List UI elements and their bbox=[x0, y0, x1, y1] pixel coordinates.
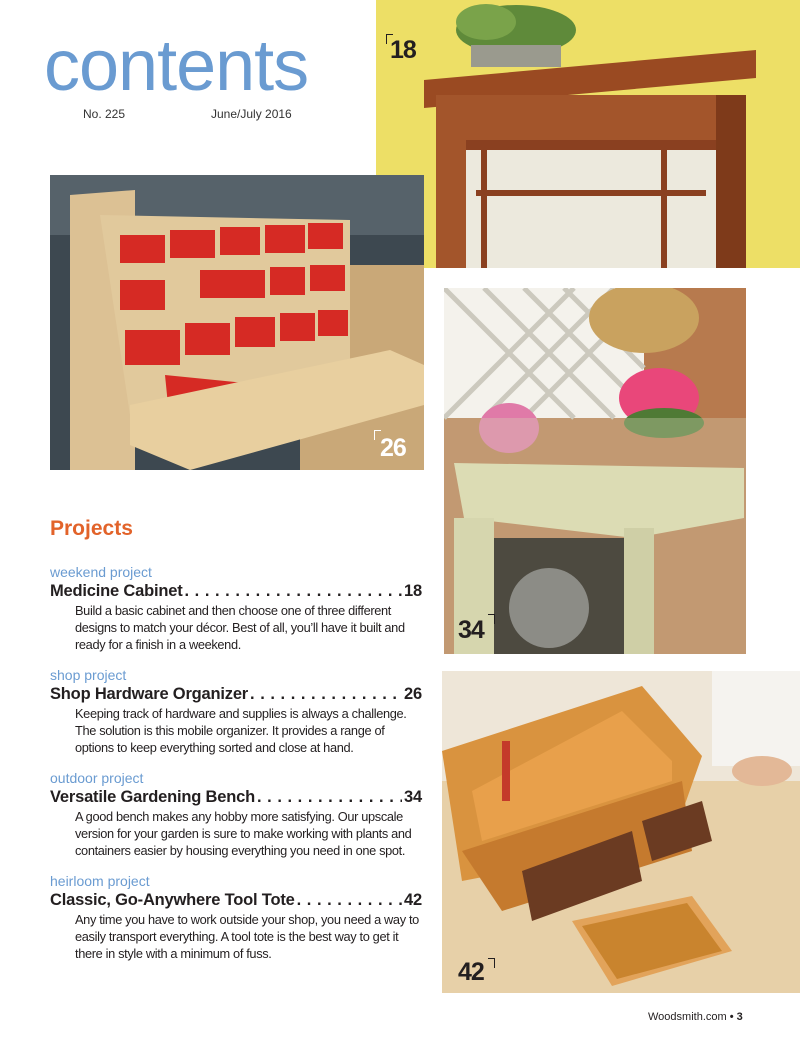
project-title-link[interactable] bbox=[50, 787, 422, 808]
project-title: Shop Hardware Organizer bbox=[50, 685, 249, 703]
gardening-bench-photo bbox=[444, 288, 746, 654]
corner-bracket-icon bbox=[488, 614, 495, 624]
project-description: Any time you have to work outside your shop, you need a way to easily transport everything. A tool tote is the best way to get it there in style with a minimum of fuss. bbox=[75, 912, 419, 961]
project-entry-hardware-organizer[interactable] bbox=[50, 666, 422, 756]
page-label-18: 18 bbox=[390, 36, 416, 64]
project-list bbox=[50, 563, 422, 975]
project-entry-gardening-bench[interactable] bbox=[50, 769, 422, 859]
project-title-link[interactable] bbox=[50, 684, 422, 705]
medicine-cabinet-photo bbox=[376, 0, 800, 268]
dot-leader bbox=[257, 787, 402, 808]
project-description: Keeping track of hardware and supplies is always a challenge. The solution is this mobile organizer. It provides a range of options to keep everything sorted and close at hand. bbox=[75, 706, 407, 755]
dot-leader bbox=[185, 581, 403, 602]
dot-leader bbox=[250, 684, 402, 705]
project-page: 18 bbox=[404, 582, 422, 600]
section-heading-projects: Projects bbox=[50, 517, 133, 540]
project-description: A good bench makes any hobby more satisfying. Our upscale version for your garden is sure to make working with plants and containers easier by housing everything you need in one spot. bbox=[75, 809, 412, 858]
project-title: Medicine Cabinet bbox=[50, 582, 183, 600]
corner-bracket-icon bbox=[386, 34, 393, 44]
corner-bracket-icon bbox=[488, 958, 495, 968]
project-title: Classic, Go-Anywhere Tool Tote bbox=[50, 891, 295, 909]
page-title: contents bbox=[44, 26, 309, 106]
footer-page-number: 3 bbox=[736, 1011, 743, 1023]
page-footer bbox=[648, 1010, 743, 1024]
page-label-42: 42 bbox=[458, 958, 484, 986]
footer-site: Woodsmith.com bbox=[648, 1011, 727, 1023]
project-page: 42 bbox=[404, 891, 422, 909]
project-category: weekend project bbox=[50, 564, 152, 580]
issue-date: June/July 2016 bbox=[211, 107, 292, 121]
project-category: heirloom project bbox=[50, 873, 150, 889]
project-category: shop project bbox=[50, 667, 127, 683]
footer-bullet: • bbox=[729, 1011, 734, 1023]
project-page: 26 bbox=[404, 685, 422, 703]
page-label-34: 34 bbox=[458, 616, 484, 644]
dot-leader bbox=[297, 890, 402, 911]
tool-tote-photo bbox=[442, 671, 800, 993]
project-category: outdoor project bbox=[50, 770, 144, 786]
project-title: Versatile Gardening Bench bbox=[50, 788, 255, 806]
project-description: Build a basic cabinet and then choose one of three different designs to match your décor. Best of all, you’ll have it built and ready for a finish in a weekend. bbox=[75, 603, 405, 652]
project-title-link[interactable] bbox=[50, 581, 422, 602]
project-title-link[interactable] bbox=[50, 890, 422, 911]
corner-bracket-icon bbox=[374, 430, 381, 440]
project-entry-medicine-cabinet[interactable] bbox=[50, 563, 422, 653]
project-page: 34 bbox=[404, 788, 422, 806]
hardware-organizer-photo bbox=[50, 175, 424, 470]
issue-number: No. 225 bbox=[83, 107, 126, 121]
page-label-26: 26 bbox=[380, 434, 406, 462]
project-entry-tool-tote[interactable] bbox=[50, 872, 422, 962]
